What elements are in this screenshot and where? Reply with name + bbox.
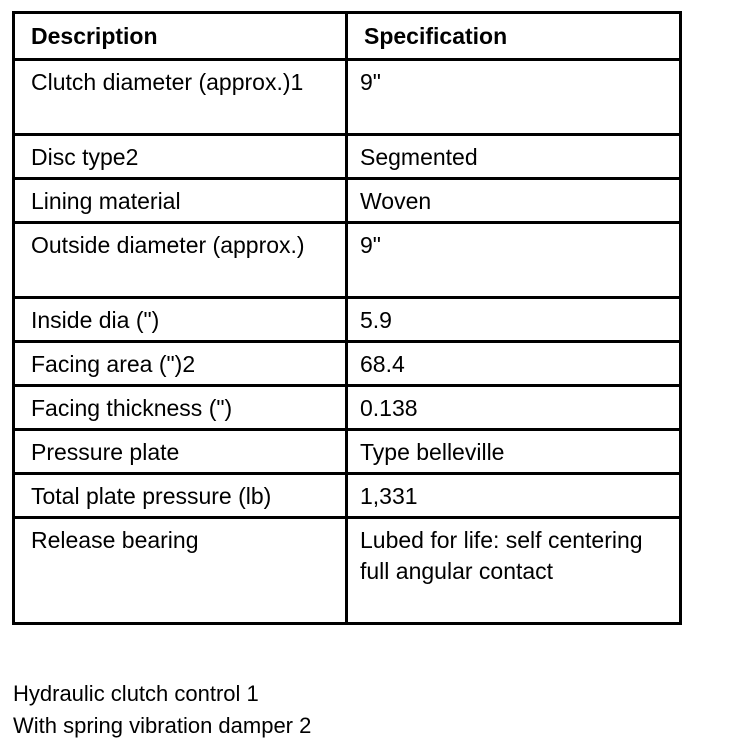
table-row [14,342,681,386]
table-row [14,60,681,135]
table-row [14,298,681,342]
footnotes [13,678,311,742]
table-row [14,430,681,474]
footnote-1: Hydraulic clutch control 1 [13,681,259,706]
description-cell: Total plate pressure (lb) [14,474,347,518]
table-row [14,179,681,223]
specification-cell: 5.9 [347,298,681,342]
specification-cell: 68.4 [347,342,681,386]
specification-cell: 9" [347,60,681,135]
description-cell: Lining material [14,179,347,223]
specification-cell: Woven [347,179,681,223]
specification-cell: Segmented [347,135,681,179]
table-row [14,474,681,518]
column-header-specification: Specification [347,13,681,60]
table-row [14,223,681,298]
table-row [14,386,681,430]
description-cell: Outside diameter (approx.) [14,223,347,298]
specification-table [12,11,682,625]
description-cell: Pressure plate [14,430,347,474]
description-cell: Facing thickness (") [14,386,347,430]
table-row [14,518,681,624]
column-header-description: Description [14,13,347,60]
specification-cell: Lubed for life: self centering full angular contact [347,518,681,624]
table-row [14,135,681,179]
table-header-row [14,13,681,60]
specification-cell: 0.138 [347,386,681,430]
footnote-2: With spring vibration damper 2 [13,713,312,738]
description-cell: Clutch diameter (approx.)1 [14,60,347,135]
specification-cell: Type belleville [347,430,681,474]
description-cell: Facing area (")2 [14,342,347,386]
description-cell: Release bearing [14,518,347,624]
description-cell: Inside dia (") [14,298,347,342]
specification-cell: 9" [347,223,681,298]
specification-cell: 1,331 [347,474,681,518]
description-cell: Disc type2 [14,135,347,179]
